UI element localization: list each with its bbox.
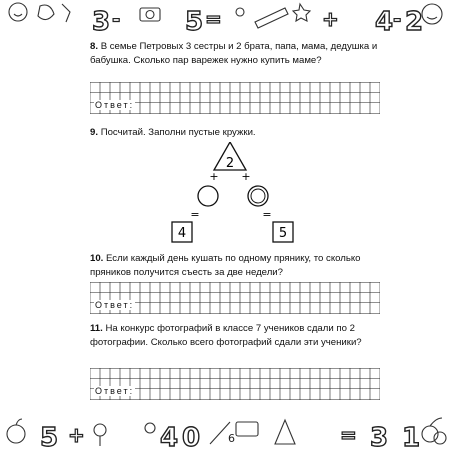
border-symbol: - — [393, 7, 402, 31]
task-10-answer-grid[interactable] — [90, 282, 380, 314]
border-symbol: = — [205, 7, 222, 31]
flower-icon — [236, 8, 244, 16]
task-10-answer-label: Ответ: — [95, 300, 135, 310]
leaf-icon — [38, 5, 54, 20]
task-8-answer-grid[interactable] — [90, 82, 380, 114]
border-symbol: = — [340, 423, 357, 447]
task-9-diagram — [170, 142, 310, 250]
task-8-answer-label: Ответ: — [95, 100, 135, 110]
square-right-value: 5 — [278, 226, 288, 241]
empty-circle-left — [198, 186, 218, 206]
border-digit: 1 — [402, 423, 421, 450]
task-10-text — [90, 252, 380, 280]
bottom-decorative-border — [0, 414, 450, 450]
task-8-body: В семье Петровых 3 сестры и 2 брата, папа, мама, дедушка и бабушка. Сколько пар варежек нужно купить маме? — [90, 41, 378, 66]
border-digit: 3 — [370, 423, 389, 450]
smiley-icon-right — [422, 4, 442, 24]
border-digit: 5 — [185, 7, 204, 36]
plus-right: + — [241, 170, 251, 183]
task-11-answer-grid[interactable] — [90, 368, 380, 400]
triangle-value: 2 — [225, 156, 235, 171]
task-11-number: 11. — [90, 323, 103, 334]
border-symbol: - — [112, 7, 121, 31]
task-9-number: 9. — [90, 127, 99, 138]
border-digit: 3 — [92, 7, 111, 36]
task-10-number: 10. — [90, 253, 104, 264]
border-symbol: + — [322, 7, 339, 31]
task-9-body: Посчитай. Заполни пустые кружки. — [100, 127, 256, 138]
border-symbol: + — [68, 423, 85, 447]
ruler-triangle-icon — [275, 420, 295, 444]
apple-icon — [7, 425, 25, 443]
page-number: 6 — [228, 432, 235, 445]
card-icon — [236, 422, 258, 436]
border-digit: 4 — [375, 7, 394, 36]
smiley-icon — [145, 423, 155, 433]
flower-icon — [94, 424, 106, 436]
task-8-number: 8. — [90, 41, 99, 52]
border-digit: 5 — [40, 423, 59, 450]
equals-right: = — [262, 208, 272, 221]
task-10-body: Если каждый день кушать по одному прянику, то сколько пряников получится съесть за две недели? — [90, 253, 361, 278]
task-9-text — [90, 126, 380, 140]
smiley-icon — [9, 3, 27, 21]
ruler-icon — [255, 8, 288, 28]
plus-left: + — [209, 170, 219, 183]
task-8-text — [90, 40, 380, 68]
task-11-text — [90, 322, 380, 350]
square-left-value: 4 — [177, 226, 187, 241]
star-icon — [293, 4, 310, 21]
equals-left: = — [190, 208, 200, 221]
pencil-icon — [62, 4, 70, 22]
border-digit: 2 — [405, 7, 424, 36]
pencil-icon — [210, 422, 230, 444]
border-digit: 4 — [160, 423, 179, 450]
border-digit: 0 — [182, 423, 201, 450]
top-decorative-border — [0, 0, 450, 36]
task-11-answer-label: Ответ: — [95, 386, 135, 396]
task-11-body: На конкурс фотографий в классе 7 учеников сдали по 2 фотографии. Сколько всего фотографий сдали эти ученики? — [90, 323, 362, 348]
